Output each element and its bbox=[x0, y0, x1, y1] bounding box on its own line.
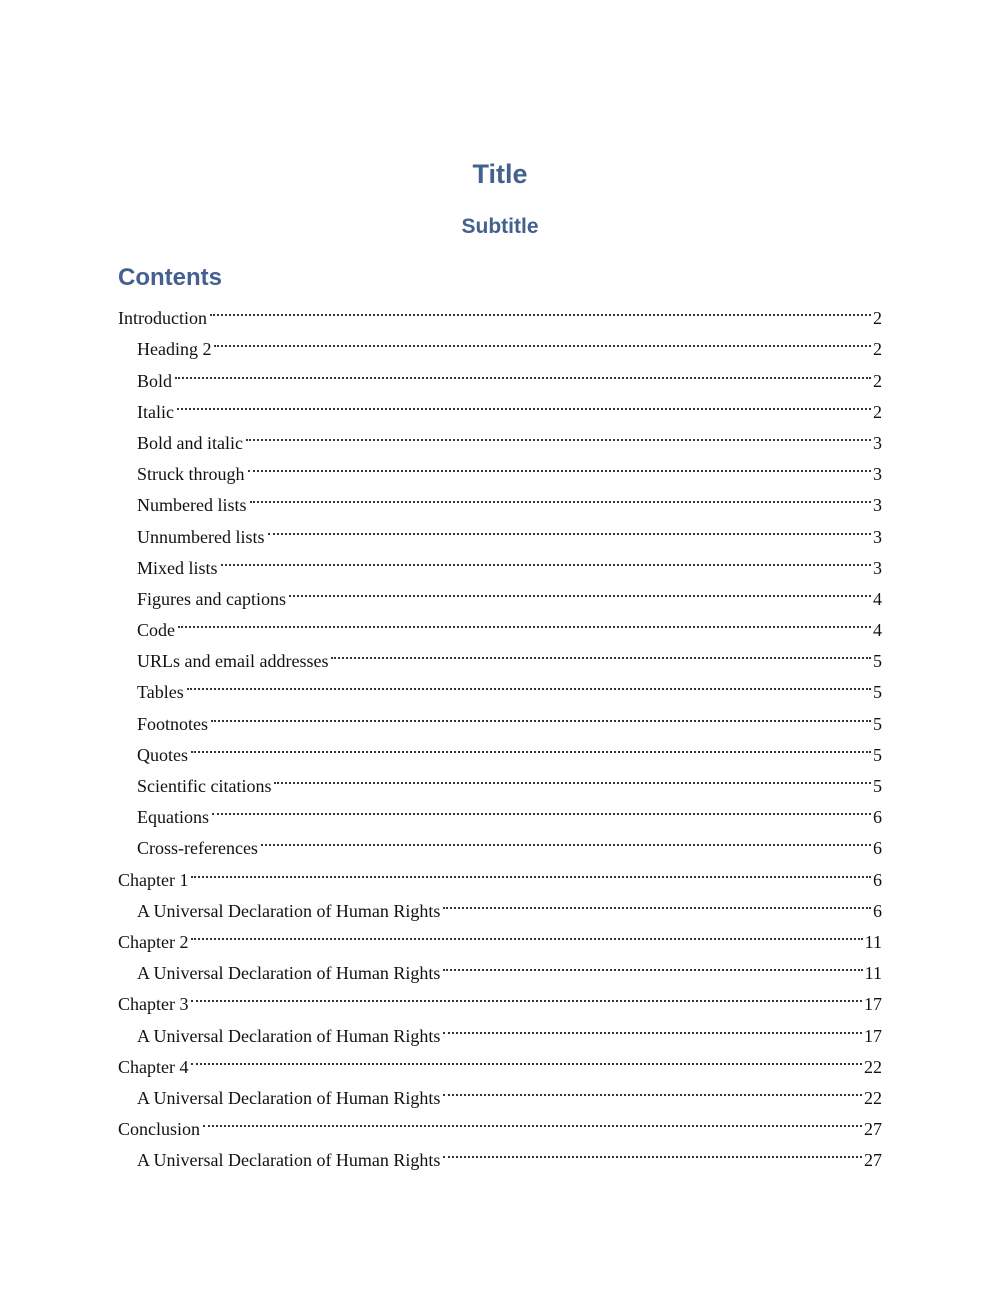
toc-entry-title[interactable]: URLs and email addresses bbox=[137, 651, 329, 672]
toc-page-number[interactable]: 6 bbox=[873, 869, 882, 890]
dot-leader bbox=[289, 574, 871, 605]
toc-page-number[interactable]: 11 bbox=[864, 931, 882, 952]
toc-entry-title[interactable]: Chapter 4 bbox=[118, 1056, 189, 1077]
toc-entry[interactable] bbox=[118, 418, 882, 453]
toc-page-number[interactable]: 3 bbox=[873, 464, 882, 485]
toc-page-number[interactable]: 11 bbox=[864, 963, 882, 984]
toc-page-number[interactable]: 5 bbox=[873, 744, 882, 765]
dot-leader bbox=[246, 418, 871, 449]
toc-entry-title[interactable]: Bold bbox=[137, 370, 173, 391]
toc-page-number[interactable]: 2 bbox=[873, 401, 882, 422]
toc-page-number[interactable]: 2 bbox=[873, 370, 882, 391]
dot-leader bbox=[211, 698, 871, 729]
dot-leader bbox=[214, 324, 871, 355]
toc-entry[interactable] bbox=[118, 543, 882, 578]
toc-entry-title[interactable]: Introduction bbox=[118, 308, 207, 329]
toc-page-number[interactable]: 5 bbox=[873, 682, 882, 703]
toc-entry[interactable] bbox=[118, 1042, 882, 1077]
toc-page-number[interactable]: 6 bbox=[873, 838, 882, 859]
toc-page-number[interactable]: 4 bbox=[873, 620, 882, 641]
toc-entry-title[interactable]: Bold and italic bbox=[137, 432, 243, 453]
toc-page-number[interactable]: 2 bbox=[873, 339, 882, 360]
toc-page-number[interactable]: 2 bbox=[873, 308, 882, 329]
toc-page-number[interactable]: 3 bbox=[873, 526, 882, 547]
toc-entry-title[interactable]: A Universal Declaration of Human Rights bbox=[137, 1150, 441, 1171]
dot-leader bbox=[203, 1104, 862, 1135]
toc-entry-title[interactable]: Heading 2 bbox=[137, 339, 212, 360]
toc-entry-title[interactable]: Conclusion bbox=[118, 1119, 201, 1140]
toc-entry[interactable] bbox=[118, 605, 882, 641]
toc-entry-title[interactable]: Unnumbered lists bbox=[137, 526, 265, 547]
toc-page-number[interactable]: 17 bbox=[864, 1025, 882, 1046]
toc-entry[interactable] bbox=[118, 1010, 882, 1046]
dot-leader bbox=[191, 854, 871, 885]
toc-entry-title[interactable]: Chapter 1 bbox=[118, 869, 189, 890]
dot-leader bbox=[187, 667, 871, 698]
toc-entry[interactable] bbox=[118, 667, 882, 703]
toc-page-number[interactable]: 6 bbox=[873, 900, 882, 921]
toc-entry-title[interactable]: Italic bbox=[137, 401, 174, 422]
toc-entry-title[interactable]: A Universal Declaration of Human Rights bbox=[137, 900, 441, 921]
dot-leader bbox=[210, 293, 871, 324]
dot-leader bbox=[443, 948, 862, 979]
dot-leader bbox=[274, 761, 871, 792]
toc-entry[interactable] bbox=[118, 355, 882, 391]
toc-entry-title[interactable]: Code bbox=[137, 620, 175, 641]
dot-leader bbox=[443, 1135, 862, 1166]
toc-entry[interactable] bbox=[118, 1073, 882, 1108]
dot-leader bbox=[177, 387, 871, 418]
toc-page-number[interactable]: 17 bbox=[864, 994, 882, 1015]
toc-entry-title[interactable]: Footnotes bbox=[137, 713, 209, 734]
toc-entry-title[interactable]: A Universal Declaration of Human Rights bbox=[137, 1087, 441, 1108]
toc-entry[interactable] bbox=[118, 1135, 882, 1171]
dot-leader bbox=[443, 1010, 862, 1041]
toc-entry[interactable] bbox=[118, 917, 882, 952]
toc-entry[interactable] bbox=[118, 761, 882, 796]
toc-page-number[interactable]: 5 bbox=[873, 776, 882, 796]
toc-page-number[interactable]: 3 bbox=[873, 432, 882, 453]
dot-leader bbox=[221, 543, 871, 574]
toc-entry[interactable] bbox=[118, 979, 882, 1015]
dot-leader bbox=[212, 792, 871, 823]
toc-entry[interactable] bbox=[118, 823, 882, 859]
document-title: Title bbox=[472, 159, 528, 189]
toc-entry-title[interactable]: Figures and captions bbox=[137, 588, 286, 609]
dot-leader bbox=[268, 511, 872, 542]
toc-page-number[interactable]: 3 bbox=[873, 557, 882, 578]
toc-entry-title[interactable]: Quotes bbox=[137, 744, 188, 765]
toc-entry-title[interactable]: Chapter 2 bbox=[118, 931, 189, 952]
dot-leader bbox=[175, 355, 871, 386]
toc-entry[interactable] bbox=[118, 574, 882, 609]
dot-leader bbox=[250, 480, 872, 511]
toc-entry[interactable] bbox=[118, 293, 882, 329]
toc-entry-title[interactable]: Chapter 3 bbox=[118, 994, 189, 1015]
toc-page-number[interactable]: 5 bbox=[873, 713, 882, 734]
dot-leader bbox=[191, 979, 862, 1010]
dot-leader bbox=[191, 1042, 862, 1073]
toc-entry-title[interactable]: Cross-references bbox=[137, 838, 258, 859]
toc-page-number[interactable]: 22 bbox=[864, 1087, 882, 1108]
toc-entry[interactable] bbox=[118, 730, 882, 765]
dot-leader bbox=[443, 1073, 862, 1104]
document-subtitle: Subtitle bbox=[461, 215, 539, 238]
toc-entry-title[interactable]: Struck through bbox=[137, 464, 245, 485]
dot-leader bbox=[443, 886, 871, 917]
toc-page-number[interactable]: 3 bbox=[873, 495, 882, 516]
table-of-contents bbox=[118, 293, 882, 1171]
dot-leader bbox=[261, 823, 871, 854]
toc-page-number[interactable]: 22 bbox=[864, 1056, 882, 1077]
toc-entry[interactable] bbox=[118, 636, 882, 672]
toc-entry[interactable] bbox=[118, 1104, 882, 1140]
toc-page-number[interactable]: 27 bbox=[864, 1119, 882, 1140]
dot-leader bbox=[191, 730, 871, 761]
toc-entry-title[interactable]: A Universal Declaration of Human Rights bbox=[137, 963, 441, 984]
toc-page-number[interactable]: 5 bbox=[873, 651, 882, 672]
toc-entry-title[interactable]: Mixed lists bbox=[137, 557, 218, 578]
toc-entry[interactable] bbox=[118, 387, 882, 422]
toc-entry[interactable] bbox=[118, 886, 882, 921]
toc-entry[interactable] bbox=[118, 854, 882, 890]
toc-entry-title[interactable]: Scientific citations bbox=[137, 776, 272, 796]
toc-page-number[interactable]: 27 bbox=[864, 1150, 882, 1171]
toc-entry-title[interactable]: Tables bbox=[137, 682, 184, 703]
dot-leader bbox=[191, 917, 862, 948]
toc-heading: Contents bbox=[118, 264, 222, 291]
toc-entry-title[interactable]: A Universal Declaration of Human Rights bbox=[137, 1025, 441, 1046]
toc-page-number[interactable]: 6 bbox=[873, 807, 882, 828]
toc-entry-title[interactable]: Numbered lists bbox=[137, 495, 247, 516]
toc-entry-title[interactable]: Equations bbox=[137, 807, 209, 828]
toc-entry[interactable] bbox=[118, 792, 882, 828]
dot-leader bbox=[178, 605, 871, 636]
toc-page-number[interactable]: 4 bbox=[873, 588, 882, 609]
toc-entry[interactable] bbox=[118, 698, 882, 734]
toc-entry[interactable] bbox=[118, 324, 882, 360]
toc-entry[interactable] bbox=[118, 948, 882, 984]
dot-leader bbox=[331, 636, 871, 667]
dot-leader bbox=[248, 449, 872, 480]
